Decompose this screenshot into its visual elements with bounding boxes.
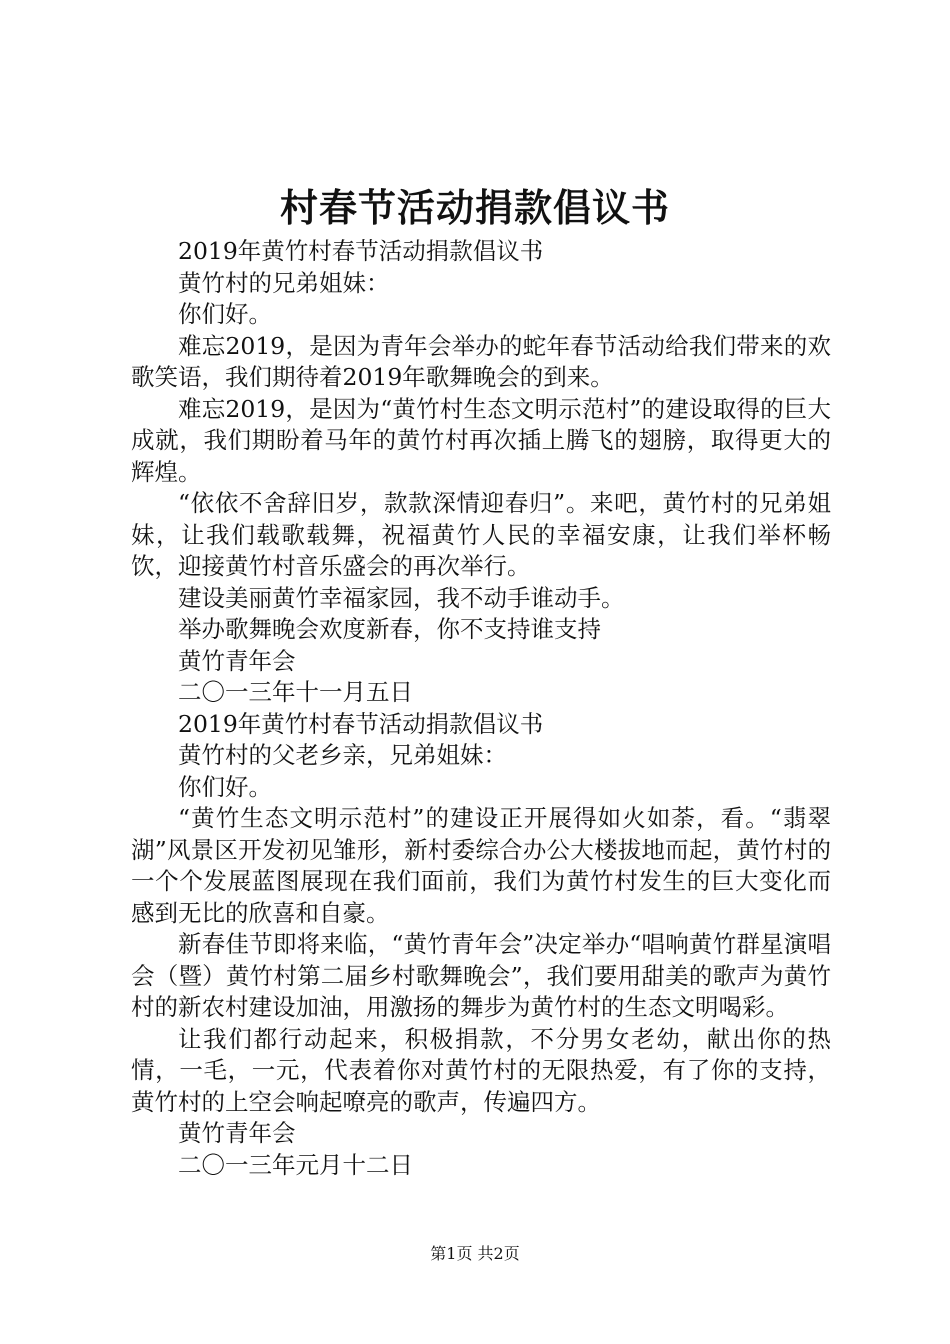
page-number: 第1页 — [430, 1244, 473, 1263]
paragraph: 让我们都行动起来，积极捐款，不分男女老幼，献出你的热情，一毛，一元，代表着你对黄竹村的无限热爱，有了你的支持，黄竹村的上空会响起嘹亮的歌声，传遍四方。 — [131, 1024, 831, 1116]
document-body — [131, 236, 831, 1181]
paragraph: 2019年黄竹村春节活动捐款倡议书 — [178, 709, 544, 738]
paragraph: 难忘2019，是因为青年会举办的蛇年春节活动给我们带来的欢歌笑语，我们期待着2019年歌舞晚会的到来。 — [131, 331, 831, 391]
page-footer — [0, 1243, 950, 1265]
signature-organization: 黄竹青年会 — [178, 1119, 296, 1147]
document-title: 村春节活动捐款倡议书 — [279, 185, 670, 230]
signature-date: 二〇一三年十一月五日 — [178, 678, 413, 706]
paragraph: 你们好。 — [178, 300, 272, 328]
paragraph: 建设美丽黄竹幸福家园，我不动手谁动手。 — [178, 583, 625, 612]
paragraph: 难忘2019，是因为“黄竹村生态文明示范村”的建设取得的巨大成就，我们期盼着马年的黄竹村再次插上腾飞的翅膀，取得更大的辉煌。 — [131, 394, 831, 486]
paragraph: “黄竹生态文明示范村”的建设正开展得如火如荼，看。“翡翠湖”风景区开发初见雏形，新村委综合办公大楼拔地而起，黄竹村的一个个发展蓝图展现在我们面前，我们为黄竹村发生的巨大变化而感到无比的欣喜和自豪。 — [131, 804, 831, 927]
paragraph: 你们好。 — [178, 772, 272, 801]
paragraph: 新春佳节即将来临，“黄竹青年会”决定举办“唱响黄竹群星演唱会（暨）黄竹村第二届乡村歌舞晚会”，我们要用甜美的歌声为黄竹村的新农村建设加油，用激扬的舞步为黄竹村的生态文明喝彩。 — [131, 930, 831, 1021]
signature-organization: 黄竹青年会 — [178, 646, 296, 675]
paragraph: 2019年黄竹村春节活动捐款倡议书 — [178, 237, 544, 265]
page-total: 共2页 — [477, 1244, 520, 1263]
paragraph: 黄竹村的兄弟姐妹： — [178, 268, 390, 297]
paragraph: 黄竹村的父老乡亲，兄弟姐妹： — [178, 741, 507, 769]
paragraph: 举办歌舞晚会欢度新春，你不支持谁支持 — [178, 615, 601, 643]
paragraph: “依依不舍辞旧岁，款款深情迎春归”。来吧，黄竹村的兄弟姐妹，让我们载歌载舞，祝福黄竹人民的幸福安康，让我们举杯畅饮，迎接黄竹村音乐盛会的再次举行。 — [131, 489, 831, 580]
signature-date: 二〇一三年元月十二日 — [178, 1150, 413, 1179]
